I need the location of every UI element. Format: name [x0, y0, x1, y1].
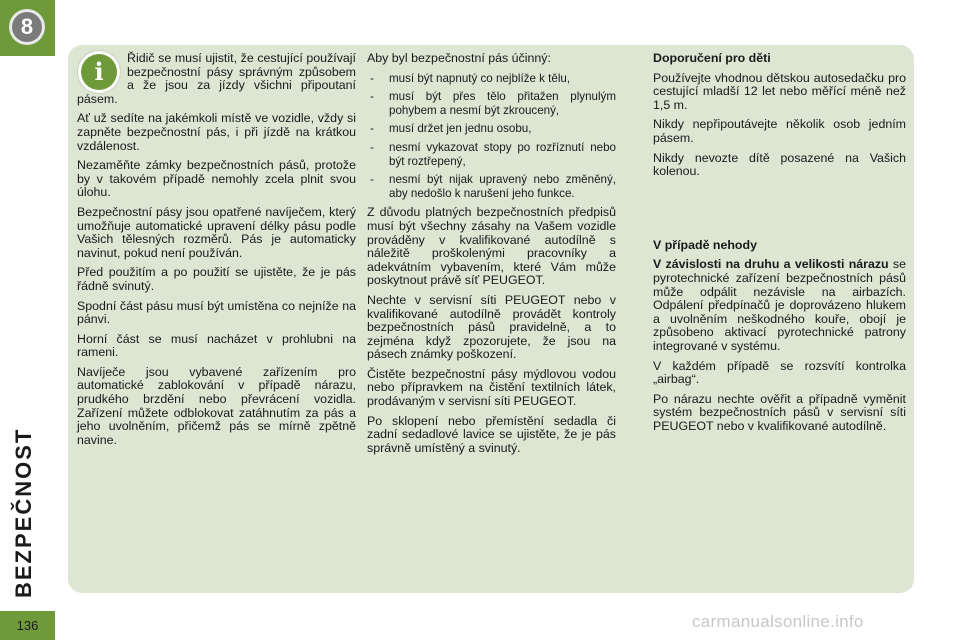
page-number: 136: [0, 611, 55, 640]
column-1: [77, 52, 356, 453]
column-2: [367, 52, 616, 461]
list-item: - nesmí vykazovat stopy po rozříznutí nebo být roztřepený,: [367, 141, 616, 168]
paragraph: [653, 258, 906, 353]
accident-heading: V případě nehody: [653, 237, 757, 252]
chapter-number-badge: 8: [9, 9, 45, 45]
paragraph: Používejte vhodnou dětskou autosedačku pro cestující mladší 12 let nebo měřící méně než 1,5 m.: [653, 70, 906, 112]
column-3: [653, 52, 906, 439]
paragraph: Horní část se musí nacházet v prohlubni na rameni.: [77, 331, 356, 360]
accident-lead-rest: se pyrotechnické zařízení bezpečnostních pásů může odpálit nezávisle na airbazích. Odpálení předpínačů je doprovázeno hlukem a uvolněním neškodného kouře, obojí je způsobeno aktivací pyrotechnické patrony integrované v systému.: [653, 257, 906, 353]
list-item: - musí být napnutý co nejblíže k tělu,: [367, 72, 616, 86]
chapter-tab: [0, 0, 55, 56]
paragraph: Nikdy nevozte dítě posazené na Vašich kolenou.: [653, 150, 906, 179]
paragraph: Řidič se musí ujistit, že cestující používají bezpečnostní pásy správným způsobem a že jsou za jízdy všichni připoutaní pásem.: [77, 51, 356, 106]
sidebar: [0, 0, 55, 640]
paragraph: Bezpečnostní pásy jsou opatřené navíječem, který umožňuje automatické upravení délky pásu podle Vašich tělesných rozměrů. Pás je automaticky navinut, pokud není používán.: [77, 204, 356, 260]
watermark: carmanualsonline.info: [692, 612, 864, 631]
list-item: - nesmí být nijak upravený nebo změněný, aby nedošlo k narušení jeho funkce.: [367, 173, 616, 200]
paragraph: Čistěte bezpečnostní pásy mýdlovou vodou nebo přípravkem na čistění textilních látek, prodávaným v servisní síti PEUGEOT.: [367, 366, 616, 409]
paragraph: Nikdy nepřipoutávejte několik osob jedním pásem.: [653, 117, 906, 145]
list-item: - musí držet jen jednu osobu,: [367, 122, 616, 136]
paragraph: Spodní část pásu musí být umístěna co nejníže na pánvi.: [77, 298, 356, 327]
paragraph: Po sklopení nebo přemístění sedadla či zadní sedadlové lavice se ujistěte, že je pás správně umístěný a svinutý.: [367, 413, 616, 455]
section-title: BEZPEČNOST: [11, 427, 36, 598]
paragraph: Nezaměňte zámky bezpečnostních pásů, protože by v takovém případě nemohly zcela plnit svou úlohu.: [77, 158, 356, 200]
requirements-list: [367, 72, 616, 201]
children-heading: Doporučení pro děti: [653, 51, 771, 65]
list-item: - musí být přes tělo přitažen plynulým pohybem a nesmí být zkroucený,: [367, 90, 616, 117]
paragraph: Po nárazu nechte ověřit a případně vyměnit systém bezpečnostních pásů v servisní síti PEUGEOT nebo v kvalifikované autodílně.: [653, 391, 906, 433]
info-icon: i: [81, 54, 117, 90]
paragraph: Navíječe jsou vybavené zařízením pro automatické zablokování v případě nárazu, prudkého brzdění nebo převrácení vozidla. Zařízení můžete odblokovat zatáhnutím za pás a jeho uvolněním, přičemž pás se mírně zpětně navine.: [77, 364, 356, 447]
spacer: [653, 185, 906, 239]
paragraph: Před použitím a po použití se ujistěte, že je pás řádně svinutý.: [77, 265, 356, 293]
paragraph: Ať už sedíte na jakémkoli místě ve vozidle, vždy si zapněte bezpečnostní pás, i při jízdě na krátkou vzdálenost.: [77, 111, 356, 153]
paragraph: V každém případě se rozsvítí kontrolka „airbag“.: [653, 358, 906, 387]
list-intro: Aby byl bezpečnostní pás účinný:: [367, 51, 551, 65]
paragraph: Z důvodu platných bezpečnostních předpisů musí být všechny zásahy na Vašem vozidle prováděny v kvalifikované autodílně s náležitě proškolenými pracovníky a adekvátním vybavením, které Vám může poskytnout právě síť PEUGEOT.: [367, 205, 616, 288]
accident-lead: V závislosti na druhu a velikosti nárazu: [653, 257, 889, 272]
paragraph: Nechte v servisní síti PEUGEOT nebo v kvalifikované autodílně provádět kontroly bezpečnostních pásů pravidelně, a to zejména když zpozorujete, že jsou na pásech známky poškození.: [367, 292, 616, 362]
